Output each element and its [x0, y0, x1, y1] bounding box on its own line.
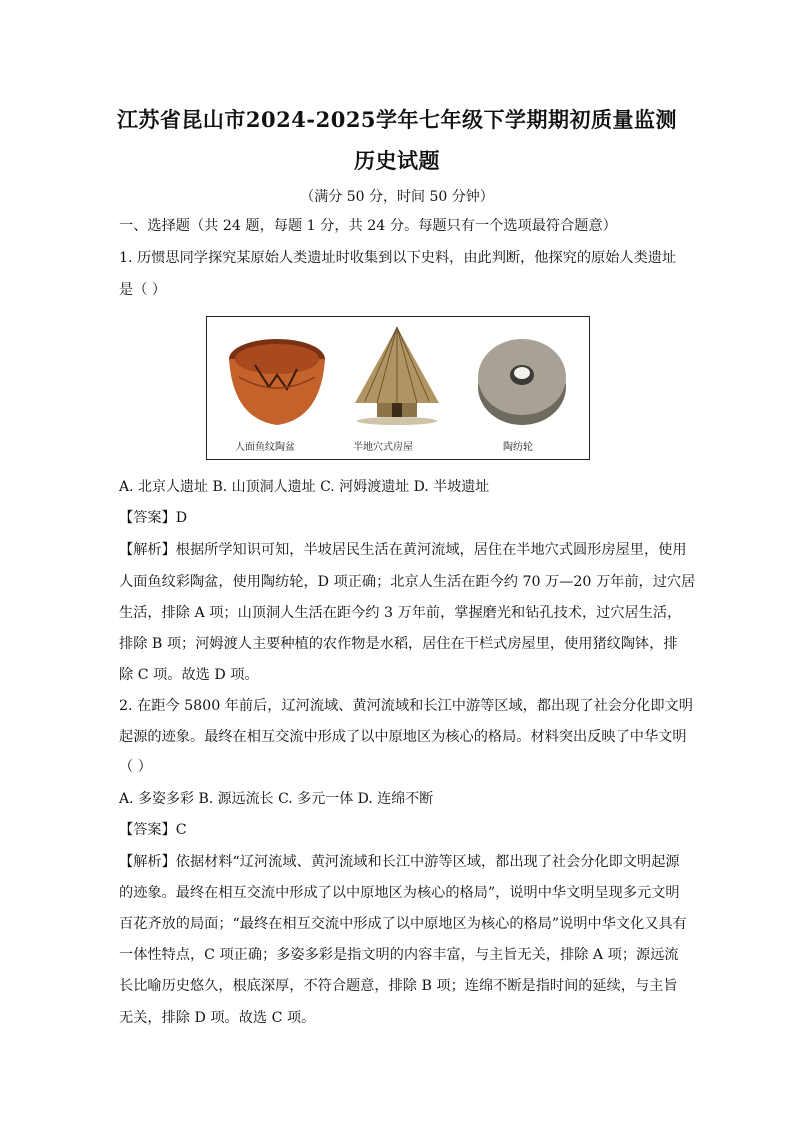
- question-2-analysis-line: 一体性特点，C 项正确；多姿多彩是指文明的内容丰富，与主旨无关，排除 A 项；源远流: [119, 947, 679, 963]
- question-1-analysis-line: 排除 B 项；河姆渡人主要种植的农作物是水稻，居住在干栏式房屋里，使用猪纹陶钵，排: [119, 636, 678, 652]
- question-1-answer: 【答案】D: [119, 510, 188, 526]
- exam-info: （满分 50 分，时间 50 分钟）: [300, 189, 494, 205]
- question-2-analysis-line: 百花齐放的局面；“最终在相互交流中形成了以中原地区为核心的格局”说明中华文化又具有: [119, 916, 687, 932]
- painted-pottery-basin-icon: [225, 329, 329, 433]
- question-2-stem-paren: （ ）: [119, 759, 152, 775]
- question-1-options: A. 北京人遗址 B. 山顶洞人遗址 C. 河姆渡遗址 D. 半坡遗址: [119, 479, 490, 495]
- question-2-analysis-line: 的迹象。最终在相互交流中形成了以中原地区为核心的格局”，说明中华文明呈现多元文明: [119, 885, 680, 901]
- question-1-analysis-line: 生活，排除 A 项；山顶洞人生活在距今约 3 万年前，掌握磨光和钻孔技术，过穴居生活，: [119, 605, 682, 621]
- question-1-figure: [206, 316, 590, 460]
- figure-label-2: 半地穴式房屋: [353, 442, 413, 453]
- question-2-stem: 2. 在距今 5800 年前后，辽河流域、黄河流域和长江中游等区域，都出现了社会分化即文明: [119, 698, 693, 714]
- question-2-options: A. 多姿多彩 B. 源远流长 C. 多元一体 D. 连绵不断: [119, 791, 434, 807]
- question-2-answer: 【答案】C: [119, 822, 187, 838]
- exam-subject-title: 历史试题: [354, 148, 440, 173]
- section-heading: 一、选择题（共 24 题，每题 1 分，共 24 分。每题只有一个选项最符合题意）: [119, 218, 617, 234]
- question-1-analysis-line: 人面鱼纹彩陶盆，使用陶纺轮，D 项正确；北京人生活在距今约 70 万—20 万年前，过穴居: [119, 574, 696, 590]
- spindle-whorl-icon: [475, 329, 569, 429]
- figure-label-3: 陶纺轮: [503, 442, 533, 453]
- question-2-analysis-line: 无关，排除 D 项。故选 C 项。: [119, 1010, 316, 1026]
- question-2-analysis-line: 长比喻历史悠久，根底深厚，不符合题意，排除 B 项；连绵不断是指时间的延续，与主旨: [119, 978, 678, 994]
- figure-label-1: 人面鱼纹陶盆: [235, 442, 295, 453]
- exam-title: 江苏省昆山市2024-2025学年七年级下学期期初质量监测: [116, 107, 678, 132]
- thatched-hut-icon: [347, 323, 447, 427]
- question-1-analysis-line: 【解析】根据所学知识可知，半坡居民生活在黄河流域，居住在半地穴式圆形房屋里，使用: [119, 542, 687, 558]
- question-1-analysis-line: 除 C 项。故选 D 项。: [119, 667, 259, 683]
- question-2-stem-cont: 起源的迹象。最终在相互交流中形成了以中原地区为核心的格局。材料突出反映了中华文明: [119, 729, 687, 745]
- question-2-analysis-line: 【解析】依据材料“辽河流域、黄河流域和长江中游等区域，都出现了社会分化即文明起源: [119, 854, 680, 870]
- question-1-stem: 1. 历惯思同学探究某原始人类遗址时收集到以下史料，由此判断，他探究的原始人类遗址: [119, 250, 677, 266]
- question-1-stem-cont: 是（ ）: [119, 282, 167, 298]
